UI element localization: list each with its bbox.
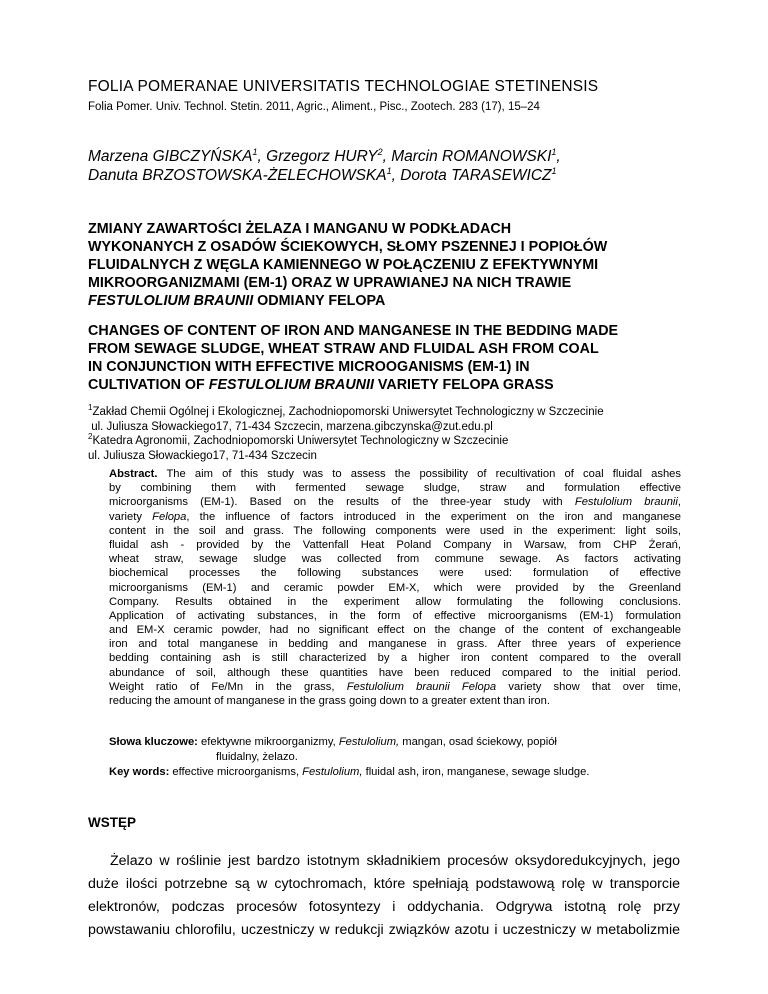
body-line: Żelazo w roślinie jest bardzo istotnym składnikiem procesów oksydoredukcyjnych, jego xyxy=(110,853,680,869)
keywords-english xyxy=(109,765,590,779)
affiliation-mark: 1 xyxy=(88,403,93,413)
title-text: VARIETY FELOPA GRASS xyxy=(373,377,554,393)
author-affiliation-mark: 1 xyxy=(252,146,258,157)
affiliation-1 xyxy=(88,405,604,420)
author-list xyxy=(88,147,561,185)
abstract-line: biochemical processes the following substances were used: formulation of effective xyxy=(109,567,681,580)
author-separator: , xyxy=(556,148,561,165)
abstract-text: , xyxy=(677,496,681,509)
keywords-text: fluidal ash, iron, manganese, sewage sludge. xyxy=(362,766,590,778)
keywords-text: mangan, osad ściekowy, popiół xyxy=(399,736,557,748)
author-separator: , xyxy=(391,167,401,184)
title-line: WYKONANYCH Z OSADÓW ŚCIEKOWYCH, SŁOMY PSZENNEJ I POPIOŁÓW xyxy=(88,239,608,255)
title-line: FLUIDALNYCH Z WĘGLA KAMIENNEGO W POŁĄCZENIU Z EFEKTYWNYMI xyxy=(88,257,599,273)
keywords-polish-continued: fluidalny, żelazo. xyxy=(216,751,298,763)
affiliation-2-address: ul. Juliusza Słowackiego17, 71-434 Szczecin xyxy=(88,449,317,462)
species-name: FESTULOLIUM BRAUNII xyxy=(208,377,374,393)
title-line: ZMIANY ZAWARTOŚCI ŻELAZA I MANGANU W PODKŁADACH xyxy=(88,221,512,237)
abstract-line: microorganisms (EM-1) and ceramic powder EM-X, which were provided by the Greenland xyxy=(109,581,681,594)
abstract-text: , the influence of factors introduced in the experiment on the iron and manganese xyxy=(186,510,681,523)
abstract-line xyxy=(109,467,681,481)
title-line: IN CONJUNCTION WITH EFFECTIVE MICROOGANISMS (EM-1) IN xyxy=(88,359,530,375)
author-line-1 xyxy=(88,147,561,166)
section-body xyxy=(88,850,680,942)
keywords-label: Słowa kluczowe: xyxy=(109,736,198,748)
affiliation-1-address: ul. Juliusza Słowackiego17, 71-434 Szczecin, marzena.gibczynska@zut.edu.pl xyxy=(88,420,493,433)
affiliation-text: Katedra Agronomii, Zachodniopomorski Uniwersytet Technologiczny w Szczecinie xyxy=(92,435,509,447)
affiliation-text: Zakład Chemii Ogólnej i Ekologicznej, Zachodniopomorski Uniwersytet Technologiczny w Szczecinie xyxy=(92,406,604,418)
author-separator: , xyxy=(257,148,267,165)
abstract-line: reducing the amount of manganese in the grass going down to a greater extent than iron. xyxy=(109,695,550,707)
abstract-text: Weight ratio of Fe/Mn in the grass, xyxy=(109,680,347,693)
species-name: Festulolium braunii xyxy=(574,496,678,509)
affiliations xyxy=(88,405,604,463)
title-polish xyxy=(88,220,607,310)
abstract-text: microorganisms (EM-1). Based on the results of the three-year study with xyxy=(109,496,575,509)
abstract-line xyxy=(109,680,681,694)
author-affiliation-mark: 1 xyxy=(386,165,392,176)
title-line: MIKROORGANIZMAMI (EM-1) ORAZ W UPRAWIANEJ NA NICH TRAWIE xyxy=(88,275,572,291)
journal-title: FOLIA POMERANAE UNIVERSITATIS TECHNOLOGIAE STETINENSIS xyxy=(88,78,599,95)
author-name: Danuta BRZOSTOWSKA-ŻELECHOWSKA xyxy=(88,167,387,184)
keyword-italic: Festulolium, xyxy=(302,766,363,778)
abstract-line xyxy=(109,495,681,509)
abstract-line: abundance of soil, although these quantities have been reduced compared to the initial period. xyxy=(109,666,681,679)
abstract-label: Abstract. xyxy=(109,468,158,480)
variety-name: Felopa xyxy=(152,510,187,523)
body-line: duże ilości potrzebne są w cytochromach, które spełniają podstawową rolę w transporcie xyxy=(88,876,680,892)
keywords-label: Key words: xyxy=(109,766,170,778)
abstract-line: content in the soil and grass. The following components were used in the experiment: light soils, xyxy=(109,524,681,537)
abstract-line xyxy=(109,510,681,524)
title-line: FROM SEWAGE SLUDGE, WHEAT STRAW AND FLUIDAL ASH FROM COAL xyxy=(88,341,599,357)
body-line: powstawaniu chlorofilu, uczestniczy w redukcji związków azotu i uczestniczy w metabolizmie xyxy=(88,922,680,938)
author-name: Marzena GIBCZYŃSKA xyxy=(88,148,253,165)
journal-citation: Folia Pomer. Univ. Technol. Stetin. 2011, Agric., Aliment., Pisc., Zootech. 283 (17), 15–24 xyxy=(88,101,540,113)
abstract xyxy=(109,467,681,708)
body-line: elektronów, podczas procesów fotosyntezy i oddychania. Odgrywa istotną rolę przy xyxy=(88,899,680,915)
author-affiliation-mark: 1 xyxy=(551,165,557,176)
keyword-italic: Festulolium, xyxy=(338,736,400,748)
author-affiliation-mark: 2 xyxy=(377,146,383,157)
abstract-line: iron and total manganese in bedding and manganese in grass. After three years of experience xyxy=(109,638,681,651)
abstract-text: The aim of this study was to assess the possibility of recultivation of coal fluidal ashes xyxy=(157,468,681,480)
abstract-line: and EM-X ceramic powder, had no significant effect on the change of the content of exchangeable xyxy=(109,624,681,637)
abstract-text: variety show that over time, xyxy=(496,680,681,693)
abstract-line: Application of activating substances, in the form of effective microorganisms (EM-1) formulation xyxy=(109,609,681,622)
abstract-line: wheat straw, sewage sludge was collected from commune sewage. As factors activating xyxy=(109,553,681,566)
keywords-text: efektywne mikroorganizmy, xyxy=(197,736,339,748)
title-text: CULTIVATION OF xyxy=(88,377,209,393)
title-line xyxy=(88,292,607,310)
title-line: CHANGES OF CONTENT OF IRON AND MANGANESE IN THE BEDDING MADE xyxy=(88,323,619,339)
species-name: FESTULOLIUM BRAUNII xyxy=(88,293,254,309)
title-text: ODMIANY FELOPA xyxy=(253,293,386,309)
keywords-text: effective microorganisms, xyxy=(169,766,303,778)
section-heading: WSTĘP xyxy=(88,815,137,830)
author-name: Grzegorz HURY xyxy=(266,148,378,165)
abstract-line: by combining them with fermented sewage sludge, straw and formulation effective xyxy=(109,482,681,495)
species-name: Festulolium braunii Felopa xyxy=(346,680,497,693)
affiliation-2 xyxy=(88,434,604,449)
abstract-line: Company. Results obtained in the experiment allow formulating the following conclusions. xyxy=(109,595,681,608)
author-name: Dorota TARASEWICZ xyxy=(400,167,552,184)
abstract-line: fluidal ash - provided by the Vattenfall Heat Poland Company in Warsaw, from CHP Żerań, xyxy=(109,538,681,551)
author-line-2 xyxy=(88,166,561,185)
title-line xyxy=(88,376,618,394)
author-name: Marcin ROMANOWSKI xyxy=(391,148,552,165)
author-separator: , xyxy=(382,148,392,165)
author-affiliation-mark: 1 xyxy=(551,146,557,157)
abstract-text: variety xyxy=(109,510,153,523)
affiliation-mark: 2 xyxy=(88,432,93,442)
title-english xyxy=(88,322,618,394)
abstract-line: bedding containing ash is still characterized by a higher iron content compared to the overall xyxy=(109,652,681,665)
keywords-polish xyxy=(109,735,557,749)
